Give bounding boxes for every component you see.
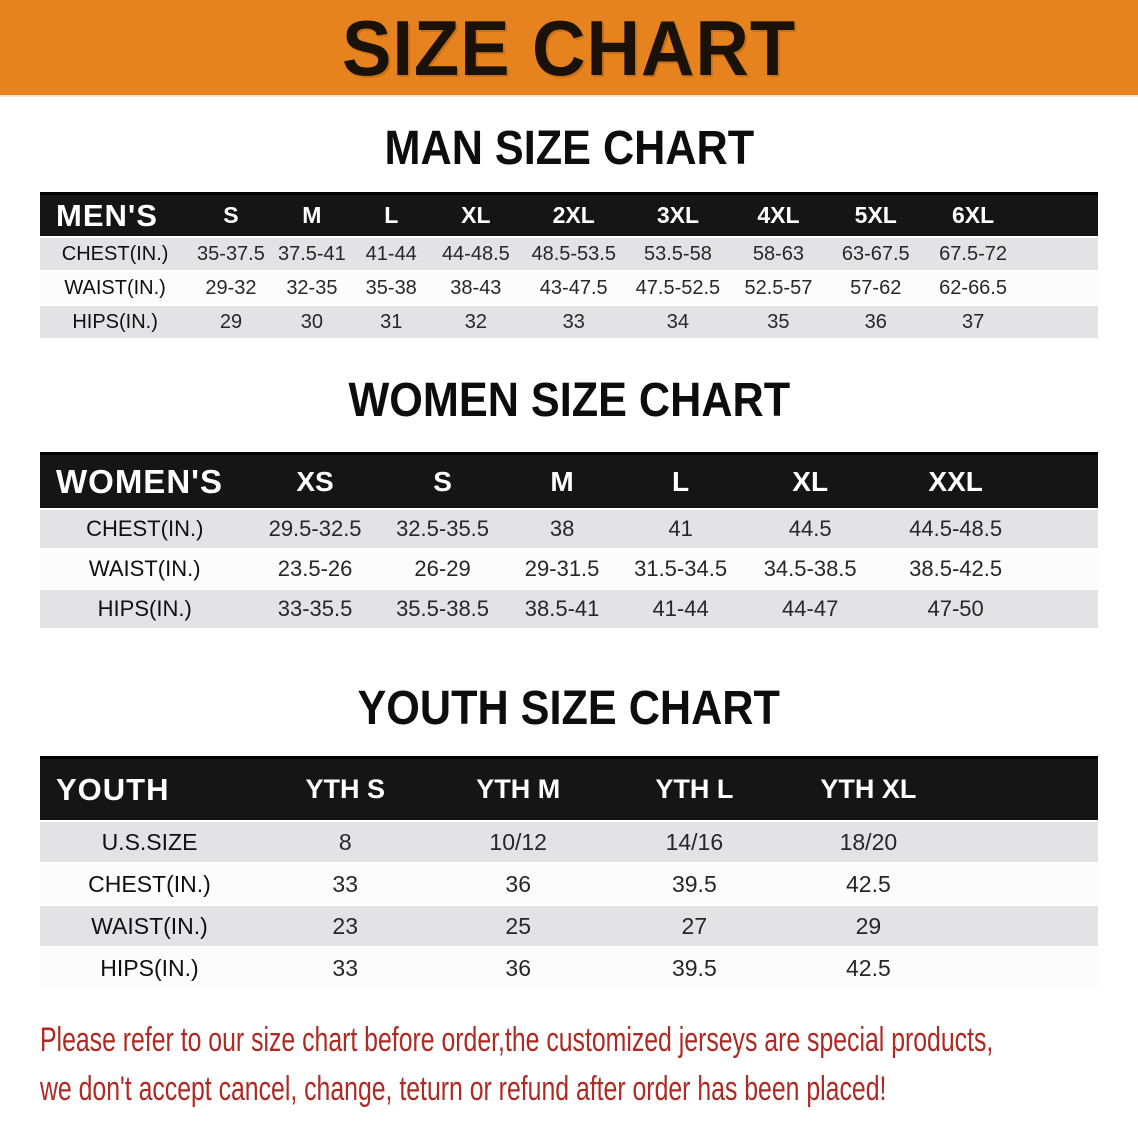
size-value: 8 — [259, 822, 431, 864]
size-column-header: S — [190, 192, 271, 238]
table-title-cell: YOUTH — [40, 756, 259, 822]
size-value: 26-29 — [381, 550, 505, 590]
size-column-header: XL — [430, 192, 521, 238]
size-value: 63-67.5 — [827, 238, 924, 272]
size-value: 62-66.5 — [924, 272, 1021, 306]
size-value: 25 — [431, 906, 605, 948]
size-value: 31 — [352, 306, 430, 340]
disclaimer-line-1: Please refer to our size chart before order,the customized jerseys are special products, — [40, 1021, 994, 1059]
filler-cell — [1022, 192, 1098, 238]
size-column-header: YTH S — [259, 756, 431, 822]
table-row — [40, 272, 1098, 306]
size-column-header: 3XL — [626, 192, 730, 238]
size-value: 47-50 — [879, 590, 1032, 630]
size-value: 41-44 — [352, 238, 430, 272]
size-value: 35-37.5 — [190, 238, 271, 272]
size-value: 36 — [431, 948, 605, 990]
youth-section — [0, 684, 1138, 990]
size-value: 35-38 — [352, 272, 430, 306]
table-row — [40, 590, 1098, 630]
size-value: 35.5-38.5 — [381, 590, 505, 630]
size-column-header: M — [504, 452, 619, 510]
filler-cell — [1032, 510, 1098, 550]
size-value: 44.5-48.5 — [879, 510, 1032, 550]
size-value: 48.5-53.5 — [521, 238, 626, 272]
size-value: 10/12 — [431, 822, 605, 864]
size-value: 29 — [784, 906, 953, 948]
youth-table-header-row — [40, 756, 1098, 822]
men-chart-heading-text: MAN SIZE CHART — [384, 122, 754, 175]
size-value: 30 — [272, 306, 352, 340]
filler-cell — [953, 906, 1098, 948]
size-value: 38.5-41 — [504, 590, 619, 630]
size-column-header: L — [352, 192, 430, 238]
size-column-header: 5XL — [827, 192, 924, 238]
youth-chart-heading-text: YOUTH SIZE CHART — [357, 682, 781, 735]
size-value: 37.5-41 — [272, 238, 352, 272]
row-label: CHEST(IN.) — [40, 864, 259, 906]
row-label: HIPS(IN.) — [40, 590, 249, 630]
row-label: WAIST(IN.) — [40, 906, 259, 948]
table-row — [40, 306, 1098, 340]
size-value: 29-32 — [190, 272, 271, 306]
size-value: 43-47.5 — [521, 272, 626, 306]
size-value: 32-35 — [272, 272, 352, 306]
size-column-header: XL — [741, 452, 879, 510]
table-row — [40, 864, 1098, 906]
size-column-header: 2XL — [521, 192, 626, 238]
size-value: 29-31.5 — [504, 550, 619, 590]
size-column-header: 4XL — [730, 192, 827, 238]
disclaimer-text — [40, 1016, 1138, 1114]
row-label: HIPS(IN.) — [40, 306, 190, 340]
women-chart-heading-text: WOMEN SIZE CHART — [348, 374, 790, 427]
row-label: HIPS(IN.) — [40, 948, 259, 990]
size-value: 14/16 — [605, 822, 784, 864]
row-label: CHEST(IN.) — [40, 510, 249, 550]
filler-cell — [1022, 306, 1098, 340]
size-value: 41 — [620, 510, 742, 550]
table-title-cell: WOMEN'S — [40, 452, 249, 510]
size-value: 37 — [924, 306, 1021, 340]
size-value: 39.5 — [605, 864, 784, 906]
filler-cell — [1032, 550, 1098, 590]
size-column-header: M — [272, 192, 352, 238]
filler-cell — [953, 822, 1098, 864]
size-value: 33 — [521, 306, 626, 340]
size-column-header: XXL — [879, 452, 1032, 510]
filler-cell — [1022, 272, 1098, 306]
size-value: 53.5-58 — [626, 238, 730, 272]
disclaimer-line-2: we don't accept cancel, change, teturn or refund after order has been placed! — [40, 1070, 887, 1108]
size-value: 44-47 — [741, 590, 879, 630]
size-value: 27 — [605, 906, 784, 948]
size-value: 33 — [259, 864, 431, 906]
row-label: U.S.SIZE — [40, 822, 259, 864]
size-value: 57-62 — [827, 272, 924, 306]
women-section — [0, 376, 1138, 630]
mens-table-header-row — [40, 192, 1098, 238]
size-value: 29.5-32.5 — [249, 510, 380, 550]
youth-chart-heading — [0, 684, 1138, 734]
size-value: 67.5-72 — [924, 238, 1021, 272]
size-value: 32.5-35.5 — [381, 510, 505, 550]
size-value: 32 — [430, 306, 521, 340]
size-value: 31.5-34.5 — [620, 550, 742, 590]
size-value: 33 — [259, 948, 431, 990]
size-value: 23 — [259, 906, 431, 948]
size-value: 29 — [190, 306, 271, 340]
size-value: 35 — [730, 306, 827, 340]
men-section — [0, 124, 1138, 340]
size-value: 23.5-26 — [249, 550, 380, 590]
filler-cell — [1032, 452, 1098, 510]
size-value: 41-44 — [620, 590, 742, 630]
size-value: 52.5-57 — [730, 272, 827, 306]
size-column-header: L — [620, 452, 742, 510]
womens-table-header-row — [40, 452, 1098, 510]
size-value: 39.5 — [605, 948, 784, 990]
table-row — [40, 822, 1098, 864]
size-value: 18/20 — [784, 822, 953, 864]
mens-size-table — [40, 192, 1098, 340]
filler-cell — [953, 948, 1098, 990]
size-value: 47.5-52.5 — [626, 272, 730, 306]
size-column-header: 6XL — [924, 192, 1021, 238]
women-chart-heading — [0, 376, 1138, 426]
filler-cell — [1032, 590, 1098, 630]
size-column-header: S — [381, 452, 505, 510]
size-value: 58-63 — [730, 238, 827, 272]
size-column-header: XS — [249, 452, 380, 510]
size-value: 42.5 — [784, 864, 953, 906]
filler-cell — [953, 756, 1098, 822]
size-column-header: YTH L — [605, 756, 784, 822]
size-value: 36 — [827, 306, 924, 340]
size-value: 44.5 — [741, 510, 879, 550]
table-row — [40, 238, 1098, 272]
size-value: 38.5-42.5 — [879, 550, 1032, 590]
youth-size-table — [40, 756, 1098, 990]
banner-title: SIZE CHART — [341, 3, 797, 92]
filler-cell — [1022, 238, 1098, 272]
row-label: CHEST(IN.) — [40, 238, 190, 272]
table-row — [40, 906, 1098, 948]
size-value: 44-48.5 — [430, 238, 521, 272]
size-column-header: YTH XL — [784, 756, 953, 822]
table-row — [40, 948, 1098, 990]
size-value: 34 — [626, 306, 730, 340]
table-row — [40, 550, 1098, 590]
size-value: 42.5 — [784, 948, 953, 990]
table-row — [40, 510, 1098, 550]
size-value: 38 — [504, 510, 619, 550]
size-column-header: YTH M — [431, 756, 605, 822]
size-value: 38-43 — [430, 272, 521, 306]
womens-size-table — [40, 452, 1098, 630]
men-chart-heading — [0, 124, 1138, 174]
row-label: WAIST(IN.) — [40, 272, 190, 306]
size-value: 33-35.5 — [249, 590, 380, 630]
size-chart-banner — [0, 0, 1138, 97]
table-title-cell: MEN'S — [40, 192, 190, 238]
size-value: 34.5-38.5 — [741, 550, 879, 590]
row-label: WAIST(IN.) — [40, 550, 249, 590]
filler-cell — [953, 864, 1098, 906]
size-value: 36 — [431, 864, 605, 906]
